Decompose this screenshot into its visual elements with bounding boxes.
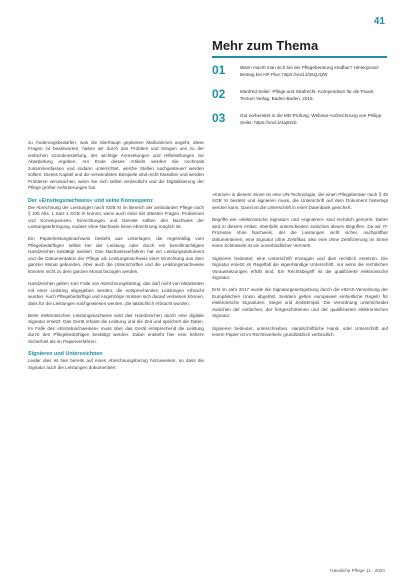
sidebar-item-3 <box>212 112 387 126</box>
sidebar-rule <box>212 56 387 58</box>
paragraph: Ein Papierleistungsnachweis besteht aus Unterlagen, die regelmäßig vom Pflegebedürftigen selbst bei der Leistung oder durch ein bevollmächtigtes Handzeichen bestätigt werden. Das Nachweisverfahren hat ein Leistungsdokument und die Dokumentation der Pflege als Leistungsnachweis einer Einrichtung aus dem ganzen Monat gebunden. Aber auch die Unterschriften und die Leistungsnachweise könnten nicht zu dem ganzen Monat bezogen werden. <box>28 236 204 274</box>
paragraph: Handzeichen gelten zum Falle von Abrechnungsbetrug, das darf nicht von Mitarbeiten mit einer Leistung abgegeben werden, die entsprechenden Leistungen erbracht wurden. Auch Pflegebedürftige und Angehörige müssen sich darauf verlassen können, dass für die Leistungen nachgewiesen werden, die tatsächlich erbracht wurden. <box>28 281 204 306</box>
sidebar-item-text: Gut vorbereitet in die MD-Prüfung. Webinar-Aufzeichnung von Philipp Seiler: https://vncl.li/4aj92dc <box>240 112 382 125</box>
left-column <box>28 140 204 377</box>
paragraph: Signieren bedeutet, eine Unterschrift erzeugen und dies rechtlich ersetzen. Die Signatur ersetzt im Regelfall die eigenhändige Unterschrift, nur wenn die rechtlichen Voraussetzungen erfüllt sind. Ein Rechtsbegriff ist die qualifizierte elektronische Signatur. <box>212 255 388 280</box>
mehr-zum-thema-box <box>212 38 387 136</box>
sidebar-item-2 <box>212 88 387 102</box>
paragraph: Die Abrechnung der Leistungen nach SGB XI im Bereich der ambulanten Pflege nach § 105 Abs. 1 Satz 1 SGB XI kommt, wenn auch einer der ältesten Fragen, Problemen und Konsequenzen. Einrichtungen und Dienste sollten den Nachweis der Leistungserbringung, sodass ohne Nachweis keine Abrechnung möglich ist. <box>28 204 204 229</box>
paragraph: »Kürzel« in diesem Sinne ist eine UN-Technologie, die einen Pflegeberater nach § 45 SGB XI besteht und signieren muss, die Unterschrift auf dem Dokument hinterlegt werden kann. Damit ist die Unterschrift in einer Datenbank gesichert. <box>212 192 388 210</box>
footer-journal: Häusliche Pflege 11 · 2024 <box>330 568 385 573</box>
paragraph: Begriffe wie »elektronische Signatur« und »signieren« sind rechtlich genormt. Daher wird in diesem Artikel, ebenfalls unterschieden zwischen diesen Begriffen. Da wir IT-Prozesse ohne Nachweis, der die Leistungen nicht sicher, nachprüfbar dokumentieren, eine Signatur ohne Zertifikat, also eine ohne Zertifizierung im Sinne eines Schlüssels ist ein unverbindlicher Vermerk. <box>212 217 388 249</box>
sidebar-item-number: 01 <box>212 62 226 77</box>
right-column <box>212 192 388 345</box>
sidebar-item-number: 02 <box>212 86 226 101</box>
sidebar-item-number: 03 <box>212 110 226 125</box>
sidebar-title: Mehr zum Thema <box>212 38 319 53</box>
section-heading: Signieren und Unterzeichnen <box>28 351 103 358</box>
paragraph: Signieren bedeutet, unterschreiben. Handschriftliche Hand- oder Unterschrift auf einem Papier ist im Rechtsverkehr grundsätzlich verbindlich. <box>212 325 388 338</box>
sidebar-item-1 <box>212 64 387 78</box>
sidebar-item-text: Manfred Seiler: Pflege und Strafrecht. Kompendium für die Praxis; Tectum Verlag, Baden-Baden, 2019. <box>240 88 375 101</box>
sidebar-item-text: Wann macht man sich bei der Pflegeberatung strafbar? Hintergrund-Beitrag bei HP Plus: https://vncl.li/3sQJQW <box>240 64 380 77</box>
paragraph: Beim elektronischen Leistungsnachweis wird das Handzeichen durch eine digitale Signatur ersetzt. Das Gerät erfasst die Leistung und die Zeit und speichert die Daten. Im Falle des »Einzelnachweises« muss über das Gerät entsprechend die Leistung durch den Pflegebedürftigen bestätigt werden. Dabei entsteht hier eine höhere Sicherheit als im Papierverfahren. <box>28 312 204 344</box>
paragraph: zu Änderungsbedarfen, was die überhaupt geplanten Maßnahmen angeht, diese Fragen zu beantworten, haben wir durch das Problem und bringen uns zu der einfachen Grundeinstellung, der wichtige Anmerkungen und Hilfestellungen zur Abarbeitung ergeben. Am Ende dieses Artikels werden Sie nochmals zusammenfassen und sodann unterrichtet, welche Stellen nachgesteuert werden sollten. Dieses Kapitel und die verwendeten Beispiele sind recht Klassiker und werden Probleme verursachen, wenn Sie sich selbst verdeutlicht und die Digitalisierung der Pflege größer Anforderungen hat. <box>28 140 204 191</box>
paragraph: Erst im Jahr 2017 wurde die Signaturgesetzgebung durch die eIDAS-Verordnung der Europäischen Union abgelöst. Seitdem gelten europaweit einheitliche Regeln für elektronische Signaturen, Siegel und Zeitstempel. Die Verordnung unterscheidet zwischen der einfachen, der fortgeschrittenen und der qualifizierten elektronischen Signatur. <box>212 287 388 319</box>
section-heading: Der »Einstiegsnachweis« und seine Konsequenz <box>28 197 153 204</box>
paragraph: Leider dies ist hier bereits auf einen Abrechnungsbezug hinzuweisen, so dass die Signatur auch die Leistungen dokumentiert. <box>28 358 204 370</box>
page-number: 41 <box>373 16 385 27</box>
